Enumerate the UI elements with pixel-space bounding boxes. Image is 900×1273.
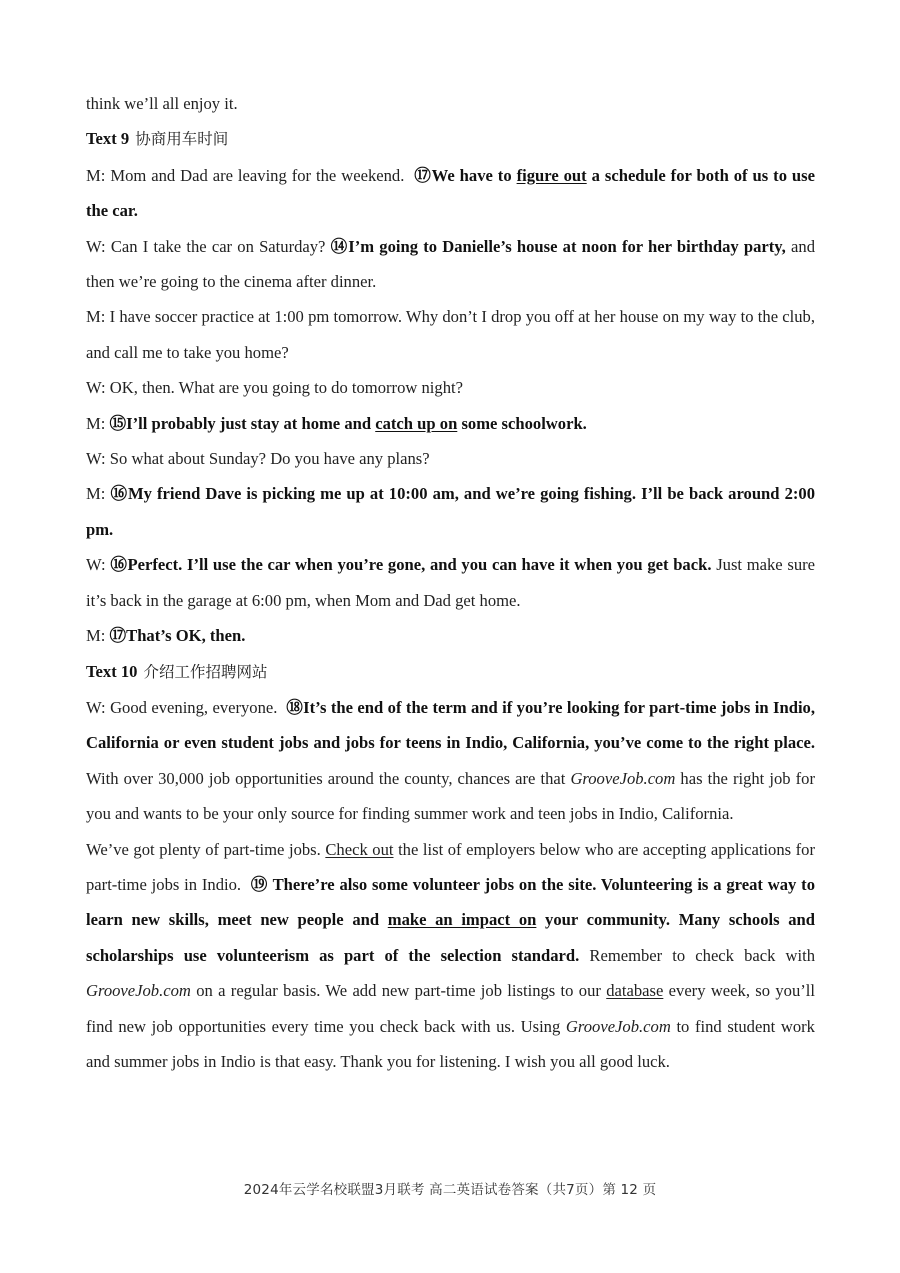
key-phrase: make an impact on: [387, 910, 537, 930]
website-name: GrooveJob.com: [565, 1016, 671, 1036]
text-span: M: Mom and Dad are leaving for the weekend.: [86, 165, 405, 185]
page-footer: 2024年云学名校联盟3月联考 高二英语试卷答案（共7页）第 12 页: [243, 1182, 657, 1198]
section-heading-text10: [86, 654, 815, 690]
monologue-paragraph: [86, 832, 815, 1080]
answer-highlight: ⑭I’m going to Danielle’s house at noon for her birthday party,: [330, 236, 786, 256]
text-span: W: Can I take the car on Saturday?: [86, 236, 326, 256]
text-span: to find student work and summer jobs in Indio is that easy. Thank you for listening. I wish you all good luck.: [86, 1016, 815, 1071]
text-span: W: OK, then. What are you going to do tomorrow night?: [86, 378, 463, 398]
text-span: has the right job for you and wants to be your only source for finding summer work and teen jobs in Indio, California.: [86, 768, 815, 824]
text-span: W: Good evening, everyone.: [86, 697, 278, 717]
answer-highlight: ⑯My friend Dave is picking me up at 10:00 am, and we’re going fishing. I’ll be back around 2:00 pm.: [86, 484, 815, 539]
dialogue-line: [86, 299, 815, 370]
text-span: M:: [86, 626, 106, 646]
text-span: every week, so you’ll find new job opportunities every time you check back with us. Using: [86, 981, 815, 1036]
answer-highlight: a schedule for both of us to use the car.: [86, 165, 815, 221]
text-span: With over 30,000 job opportunities around the county, chances are that: [86, 768, 566, 788]
website-name: GrooveJob.com: [86, 981, 191, 1001]
transcript-body: [86, 86, 815, 1079]
dialogue-line: [86, 406, 815, 441]
key-phrase: database: [606, 981, 664, 1001]
text-span: Remember to check back with: [589, 945, 815, 965]
key-phrase: figure out: [516, 165, 587, 185]
answer-highlight: ⑰That’s OK, then.: [109, 626, 246, 646]
text-span: on a regular basis. We add new part-time job listings to our: [196, 981, 601, 1001]
section-title: 协商用车时间: [135, 130, 229, 149]
answer-highlight: ⑯Perfect. I’ll use the car when you’re gone, and you can have it when you get back.: [110, 555, 712, 575]
section-label: Text 9: [86, 129, 130, 149]
text-span: M:: [86, 413, 106, 433]
dialogue-line: [86, 547, 815, 618]
text-span: We’ve got plenty of part-time jobs.: [86, 839, 321, 859]
dialogue-line: [86, 370, 815, 405]
text-span: M:: [86, 484, 106, 504]
answer-highlight: ⑮I’ll probably just stay at home and: [109, 413, 372, 433]
text-span: Just make sure it’s back in the garage at 6:00 pm, when Mom and Dad get home.: [86, 555, 816, 610]
text-span: W: So what about Sunday? Do you have any plans?: [86, 449, 430, 469]
monologue-paragraph: [86, 690, 815, 832]
dialogue-line: [86, 441, 815, 476]
answer-highlight: ⑰We have to: [414, 165, 512, 185]
answer-highlight: ⑲ There’re also some volunteer jobs on the site. Volunteering is a great way to learn new skills, meet new people and: [86, 874, 815, 930]
text-line: [86, 86, 815, 121]
section-heading-text9: [86, 121, 815, 157]
website-name: GrooveJob.com: [570, 768, 676, 788]
text-span: M: I have soccer practice at 1:00 pm tomorrow. Why don’t I drop you off at her house on my way to the club, and call me to take you home?: [86, 307, 815, 362]
dialogue-line: [86, 618, 815, 653]
text-span: and then we’re going to the cinema after dinner.: [86, 236, 815, 292]
answer-highlight: your community. Many schools and scholarships use volunteerism as part of the selection standard.: [86, 910, 815, 965]
section-label: Text 10: [86, 661, 138, 681]
key-phrase: Check out: [325, 839, 394, 859]
text-span: think we’ll all enjoy it.: [86, 94, 238, 113]
text-span: W:: [86, 555, 106, 575]
answer-highlight: some schoolwork.: [461, 413, 587, 433]
text-span: the list of employers below who are accepting applications for part-time jobs in Indio.: [86, 839, 816, 894]
section-title: 介绍工作招聘网站: [143, 662, 268, 681]
answer-highlight: ⑱It’s the end of the term and if you’re looking for part-time jobs in Indio, California or even student jobs and jobs for teens in Indio, California, you’ve come to the right place.: [86, 697, 816, 753]
key-phrase: catch up on: [375, 413, 458, 433]
dialogue-line: [86, 158, 815, 229]
dialogue-line: [86, 229, 815, 300]
dialogue-line: [86, 476, 815, 547]
